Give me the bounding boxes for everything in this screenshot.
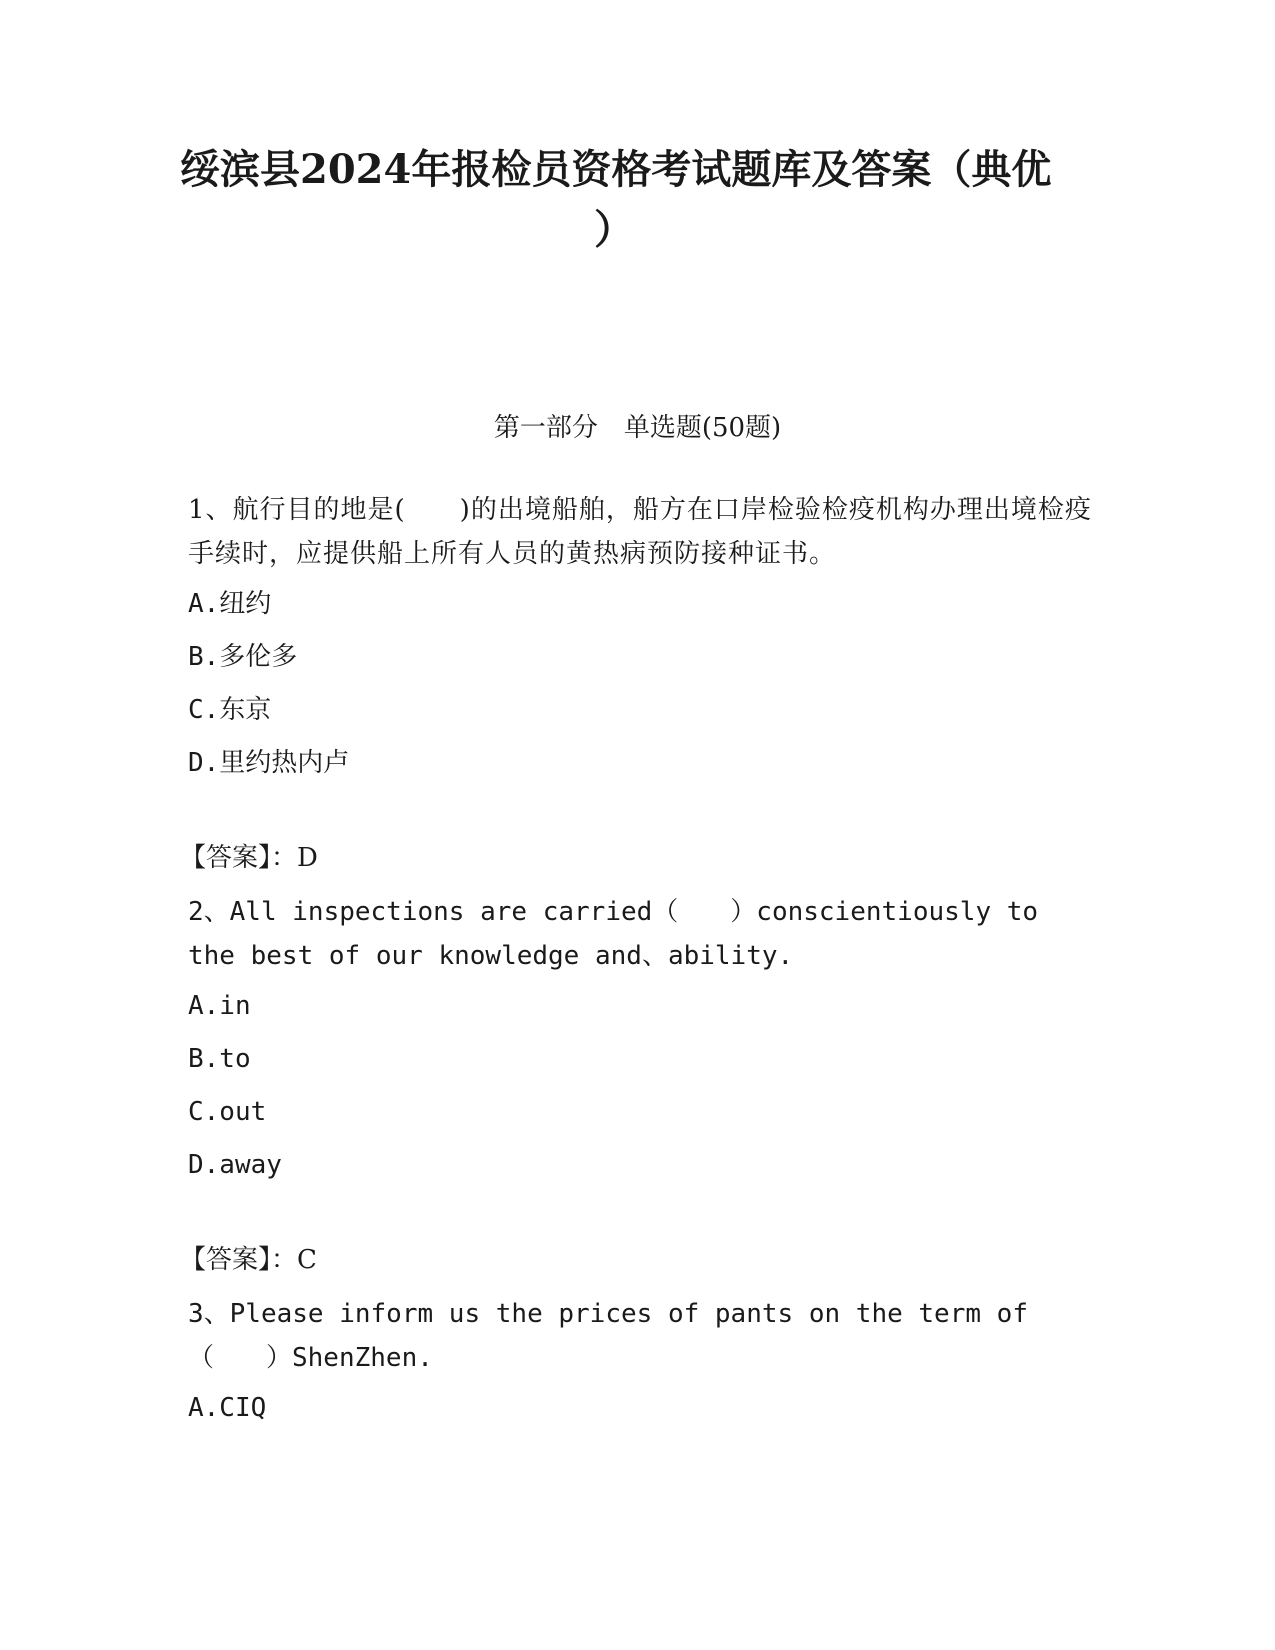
question-3-option-a: A.CIQ (188, 1393, 267, 1423)
question-2-option-a: A.in (188, 991, 251, 1021)
section-heading: 第一部分 单选题(50题) (493, 413, 782, 443)
question-1-option-b: B.多伦多 (188, 642, 298, 672)
question-2-text: 2、All inspections are carried（ ）conscientiously to the best of our knowledge and、ability. (188, 897, 1039, 971)
question-2-option-d: D.away (188, 1150, 282, 1180)
question-2-option-b: B.to (188, 1044, 251, 1074)
question-1-answer: 【答案】：D (180, 843, 318, 873)
document-title-continuation: ） (594, 206, 634, 253)
question-1-text: 1、航行目的地是( )的出境船舶，船方在口岸检验检疫机构办理出境检疫手续时，应提供船上所有人员的黄热病预防接种证书。 (188, 495, 1092, 569)
document-title: 绥滨县2024年报检员资格考试题库及答案（典优 (180, 146, 1052, 193)
question-1-option-c: C.东京 (188, 695, 272, 725)
question-2-answer: 【答案】：C (180, 1245, 317, 1275)
question-1-option-d: D.里约热内卢 (188, 748, 350, 778)
question-2-option-c: C.out (188, 1097, 267, 1127)
question-3-text: 3、Please inform us the prices of pants on the term of（ ）ShenZhen. (188, 1299, 1028, 1373)
question-1-option-a: A.纽约 (188, 589, 272, 619)
